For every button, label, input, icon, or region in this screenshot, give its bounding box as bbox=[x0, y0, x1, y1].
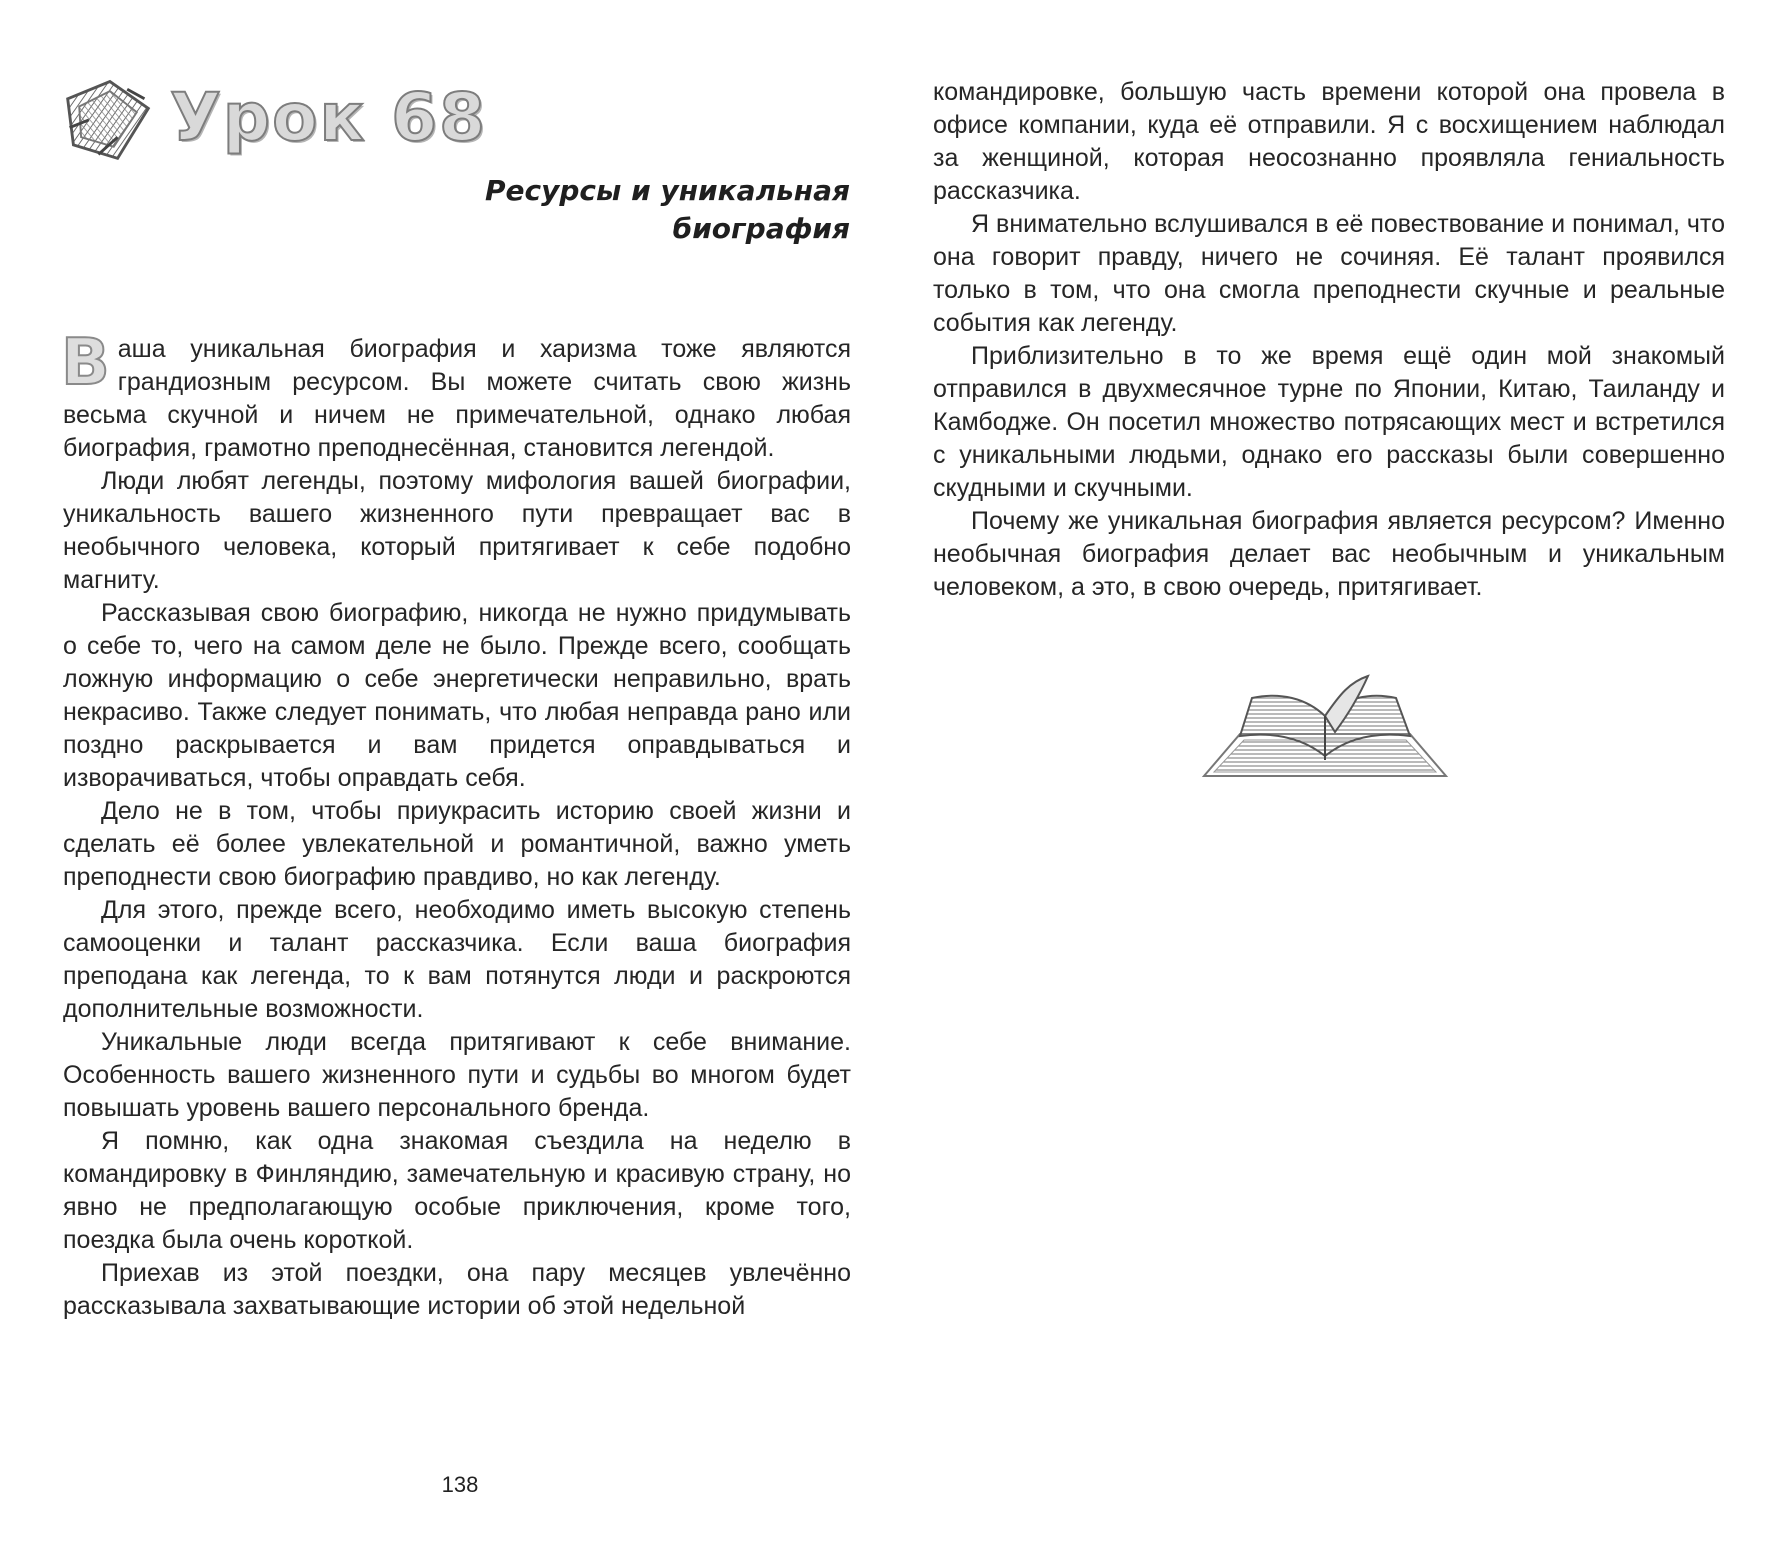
lesson-logo-icon bbox=[60, 70, 156, 166]
drop-cap: В bbox=[61, 326, 110, 400]
paragraph: Приехав из этой поездки, она пару месяцев увлечённо рассказывала захватывающие истории об этой недельной bbox=[63, 1259, 851, 1320]
lesson-header bbox=[60, 68, 488, 168]
open-book-icon bbox=[1200, 672, 1450, 782]
right-page-body bbox=[933, 76, 1725, 604]
section-title-line: биография bbox=[672, 212, 850, 245]
paragraph: Люди любят легенды, поэтому мифология вашей биографии, уникальность вашего жизненного пути превращает вас в необычного человека, который притягивает к себе подобно магниту. bbox=[63, 467, 851, 594]
paragraph bbox=[61, 326, 851, 465]
paragraph: Я внимательно вслушивался в её повествование и понимал, что она говорит правду, ничего не сочиняя. Её талант проявился только в том, что она смогла преподнести скучные и реальные события как легенду. bbox=[933, 210, 1725, 337]
left-page-body bbox=[61, 326, 851, 1323]
paragraph: Для этого, прежде всего, необходимо иметь высокую степень самооценки и талант рассказчика. Если ваша биография преподана как легенда, то к вам потянутся люди и раскроются дополнительные возможности. bbox=[63, 896, 851, 1023]
paragraph: Рассказывая свою биографию, никогда не нужно придумывать о себе то, чего на самом деле не было. Прежде всего, сообщать ложную информацию о себе энергетически неправильно, врать некрасиво. Также следует понимать, что любая неправда рано или поздно раскрывается и вам придется оправдываться и изворачиваться, чтобы оправдать себя. bbox=[63, 599, 851, 792]
page-number: 138 bbox=[441, 1472, 479, 1497]
paragraph: Я помню, как одна знакомая съездила на неделю в командировку в Финляндию, замечательную и красивую страну, но явно не предполагающую особые приключения, кроме того, поездка была очень короткой. bbox=[63, 1127, 851, 1254]
paragraph: Приблизительно в то же время ещё один мой знакомый отправился в двухмесячное турне по Японии, Китаю, Таиланду и Камбодже. Он посетил множество потрясающих мест и встретился с уникальными людьми, однако его рассказы были совершенно скудными и скучными. bbox=[933, 342, 1725, 502]
paragraph: командировке, большую часть времени которой она провела в офисе компании, куда её отправили. Я с восхищением наблюдал за женщиной, которая неосознанно проявляла гениальность рассказчика. bbox=[933, 78, 1725, 205]
section-title bbox=[380, 172, 850, 248]
paragraph: Почему же уникальная биография является ресурсом? Именно необычная биография делает вас необычным и уникальным человеком, а это, в свою очередь, притягивает. bbox=[933, 507, 1725, 601]
paragraph: Дело не в том, чтобы приукрасить историю своей жизни и сделать её более увлекательной и романтичной, важно уметь преподнести свою биографию правдиво, но как легенду. bbox=[63, 797, 851, 891]
section-title-line: Ресурсы и уникальная bbox=[485, 174, 850, 207]
paragraph: Уникальные люди всегда притягивают к себе внимание. Особенность вашего жизненного пути и судьбы во многом будет повышать уровень вашего персонального бренда. bbox=[63, 1028, 851, 1122]
lesson-title: Урок 68 bbox=[170, 79, 488, 156]
paragraph-text: аша уникальная биография и харизма тоже являются грандиозным ресурсом. Вы можете считать свою жизнь весьма скучной и ничем не примечательной, однако любая биография, грамотно преподнесённая, становится легендой. bbox=[63, 335, 851, 462]
